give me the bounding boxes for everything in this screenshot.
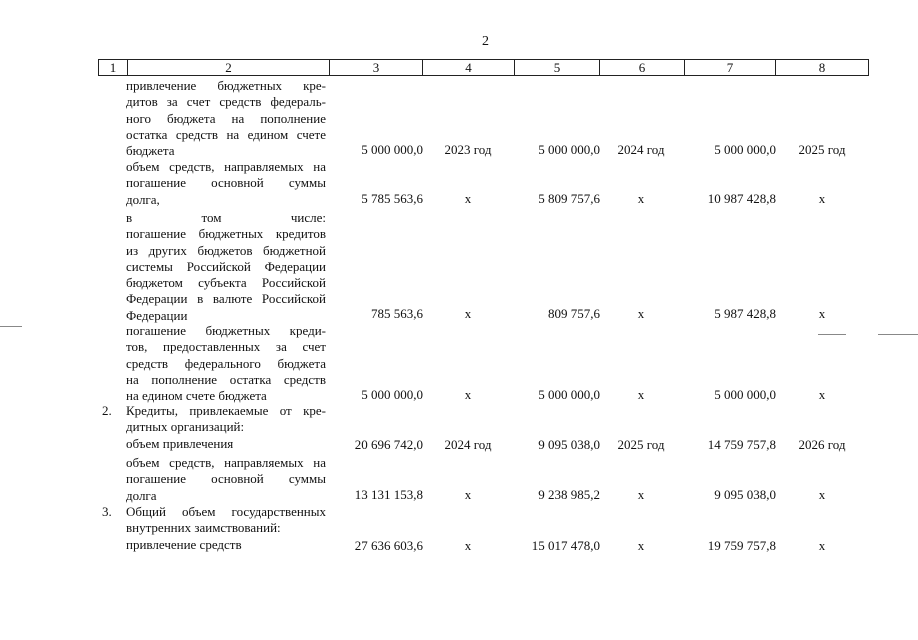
cell-c8: х — [818, 387, 826, 402]
page-number: 2 — [482, 34, 489, 49]
label-line: тов, предоставленных за счет — [126, 339, 326, 355]
header-col-6: 6 — [600, 59, 685, 76]
cell-c8: х — [818, 538, 826, 553]
cell-c8: х — [818, 487, 826, 502]
header-col-8: 8 — [776, 59, 869, 76]
cell-c5: 9 238 985,2 — [538, 487, 600, 502]
cell-c4: 2023 год — [444, 142, 492, 157]
label-line: Федерации — [126, 307, 188, 323]
label-line: внутренних заимствований: — [126, 520, 281, 536]
cell-c7: 14 759 757,8 — [707, 437, 776, 452]
cell-c5: 15 017 478,0 — [531, 538, 600, 553]
row-label — [126, 403, 326, 436]
row-label — [126, 323, 326, 404]
cell-c4: х — [464, 306, 472, 321]
cell-c4: х — [464, 191, 472, 206]
header-col-7: 7 — [685, 59, 776, 76]
cell-c7: 5 000 000,0 — [714, 387, 776, 402]
cell-c7: 19 759 757,8 — [707, 538, 776, 553]
label-line: Федерации в валюте Российской — [126, 291, 326, 307]
cell-c6: х — [637, 538, 645, 553]
cell-c6: х — [637, 487, 645, 502]
cell-c8: 2025 год — [798, 142, 846, 157]
label-line: из других бюджетов бюджетной — [126, 242, 326, 258]
cell-c8: х — [818, 191, 826, 206]
label-line: средств федерального бюджета — [126, 355, 326, 371]
header-col-4: 4 — [423, 59, 515, 76]
scan-mark — [0, 326, 22, 327]
cell-c3: 785 563,6 — [371, 306, 423, 321]
scan-mark — [818, 334, 846, 335]
cell-c3: 5 000 000,0 — [361, 142, 423, 157]
cell-c3: 20 696 742,0 — [354, 437, 423, 452]
label-line: привлечение бюджетных кре- — [126, 78, 326, 93]
cell-c7: 10 987 428,8 — [707, 191, 776, 206]
cell-c5: 9 095 038,0 — [538, 437, 600, 452]
cell-c5: 5 000 000,0 — [538, 142, 600, 157]
cell-c3: 5 785 563,6 — [361, 191, 423, 206]
cell-c7: 9 095 038,0 — [714, 487, 776, 502]
row-label — [126, 210, 326, 324]
label-line: дитных организаций: — [126, 419, 245, 435]
cell-c4: 2024 год — [444, 437, 492, 452]
cell-c8: х — [818, 306, 826, 321]
cell-c4: х — [464, 538, 472, 553]
label-line: долга, — [126, 191, 160, 207]
label-line: погашение бюджетных креди- — [126, 323, 326, 338]
cell-c4: х — [464, 387, 472, 402]
label-line: бюджетом субъекта Российской — [126, 275, 326, 291]
label-line: в том числе: — [126, 210, 326, 225]
header-col-1: 1 — [98, 59, 128, 76]
row-label — [126, 504, 326, 537]
label-line: объем средств, направляемых на — [126, 159, 326, 174]
label-line: остатка средств на едином счете — [126, 126, 326, 142]
cell-c5: 5 809 757,6 — [538, 191, 600, 206]
label-line: системы Российской Федерации — [126, 258, 326, 274]
label-line: погашение бюджетных кредитов — [126, 226, 326, 242]
label-line: дитов за счет средств федераль- — [126, 94, 326, 110]
cell-c6: х — [637, 306, 645, 321]
cell-c6: х — [637, 387, 645, 402]
label-line: бюджета — [126, 143, 175, 159]
label-line: привлечение средств — [126, 537, 242, 552]
row-label — [126, 159, 326, 208]
cell-c3: 27 636 603,6 — [354, 538, 423, 553]
row-label — [126, 537, 326, 553]
cell-c5: 809 757,6 — [548, 306, 600, 321]
cell-c6: х — [637, 191, 645, 206]
label-line: объем средств, направляемых на — [126, 455, 326, 470]
cell-c8: 2026 год — [798, 437, 846, 452]
row-label — [126, 78, 326, 159]
cell-c3: 5 000 000,0 — [361, 387, 423, 402]
label-line: на пополнение остатка средств — [126, 371, 326, 387]
label-line: долга — [126, 487, 157, 503]
header-col-5: 5 — [515, 59, 600, 76]
label-line: погашение основной суммы — [126, 175, 326, 191]
label-line: Общий объем государственных — [126, 504, 326, 519]
label-line: Кредиты, привлекаемые от кре- — [126, 403, 326, 418]
label-line: ного бюджета на пополнение — [126, 110, 326, 126]
cell-c7: 5 000 000,0 — [714, 142, 776, 157]
section-number: 2. — [102, 403, 112, 418]
section-number: 3. — [102, 504, 112, 519]
label-line: на едином счете бюджета — [126, 388, 267, 404]
cell-c6: 2024 год — [617, 142, 665, 157]
cell-c6: 2025 год — [617, 437, 665, 452]
header-col-3: 3 — [330, 59, 423, 76]
scan-mark — [878, 334, 918, 335]
cell-c7: 5 987 428,8 — [714, 306, 776, 321]
cell-c5: 5 000 000,0 — [538, 387, 600, 402]
row-label — [126, 455, 326, 504]
cell-c3: 13 131 153,8 — [354, 487, 423, 502]
label-line: объем привлечения — [126, 436, 234, 451]
cell-c4: х — [464, 487, 472, 502]
header-col-2: 2 — [128, 59, 330, 76]
row-label — [126, 436, 326, 452]
label-line: погашение основной суммы — [126, 471, 326, 487]
